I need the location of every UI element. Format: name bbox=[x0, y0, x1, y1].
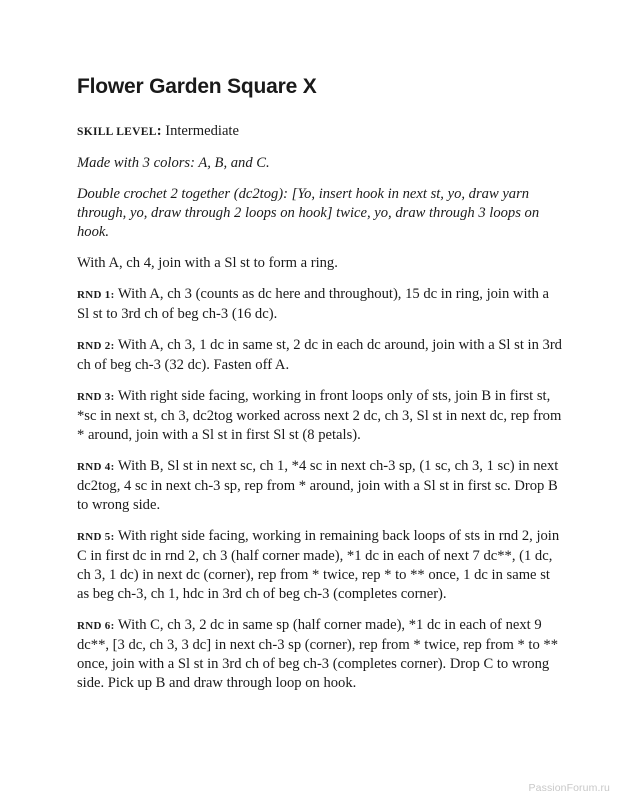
round-text: With A, ch 3, 1 dc in same st, 2 dc in each dc around, join with a Sl st in 3rd ch of beg ch-3 (32 dc). Fasten off A. bbox=[77, 337, 562, 373]
skill-level-label: SKILL LEVEL bbox=[77, 126, 157, 138]
round-text: With A, ch 3 (counts as dc here and throughout), 15 dc in ring, join with a Sl st to 3rd ch of beg ch-3 (16 dc). bbox=[77, 286, 549, 322]
round-text: With right side facing, working in front loops only of sts, join B in first st, *sc in next st, ch 3, dc2tog worked across next 2 dc, ch 3, Sl st in next dc, rep from * around, join with a Sl st in first Sl st (8 petals). bbox=[77, 388, 562, 443]
page-title: Flower Garden Square X bbox=[77, 75, 317, 98]
round-6 bbox=[77, 616, 563, 693]
round-1 bbox=[77, 285, 563, 324]
intro-instruction: With A, ch 4, join with a Sl st to form a ring. bbox=[77, 255, 338, 271]
colors-note: Made with 3 colors: A, B, and C. bbox=[77, 155, 270, 171]
round-4 bbox=[77, 457, 563, 515]
round-label: RND 6: bbox=[77, 620, 115, 632]
pattern-page bbox=[77, 74, 563, 705]
round-3 bbox=[77, 387, 563, 445]
round-text: With B, Sl st in next sc, ch 1, *4 sc in next ch-3 sp, (1 sc, ch 3, 1 sc) in next dc2tog, 4 sc in next ch-3 sp, rep from * around, join with a Sl st in first sc. Drop B to wrong side. bbox=[77, 458, 559, 513]
skill-level-value: Intermediate bbox=[161, 123, 239, 139]
dc2tog-note: Double crochet 2 together (dc2tog): [Yo, insert hook in next st, yo, draw yarn through, yo, draw through 2 loops on hook] twice, yo, draw through 3 loops on hook. bbox=[77, 186, 540, 240]
round-text: With C, ch 3, 2 dc in same sp (half corner made), *1 dc in each of next 9 dc**, [3 dc, ch 3, 3 dc] in next ch-3 sp (corner), rep from * twice, rep from * to ** once, join with a Sl st in 3rd ch of beg ch-3 (completes corner). Drop C to wrong side. Pick up B and draw through loop on hook. bbox=[77, 617, 559, 691]
skill-level bbox=[77, 122, 563, 142]
round-label: RND 1: bbox=[77, 289, 115, 301]
round-label: RND 5: bbox=[77, 531, 115, 543]
watermark: PassionForum.ru bbox=[528, 782, 610, 794]
skill-level-separator: : bbox=[156, 123, 162, 139]
round-label: RND 4: bbox=[77, 461, 115, 473]
round-5 bbox=[77, 527, 563, 604]
round-label: RND 2: bbox=[77, 340, 115, 352]
round-2 bbox=[77, 336, 563, 375]
round-text: With right side facing, working in remaining back loops of sts in rnd 2, join C in first dc in rnd 2, ch 3 (half corner made), *1 dc in each of next 7 dc**, (1 dc, ch 3, 1 dc) in next dc (corner), rep from * twice, rep * to ** once, 1 dc in same st as beg ch-3, ch 1, hdc in 3rd ch of beg ch-3 (completes corner). bbox=[77, 528, 560, 602]
round-label: RND 3: bbox=[77, 391, 115, 403]
